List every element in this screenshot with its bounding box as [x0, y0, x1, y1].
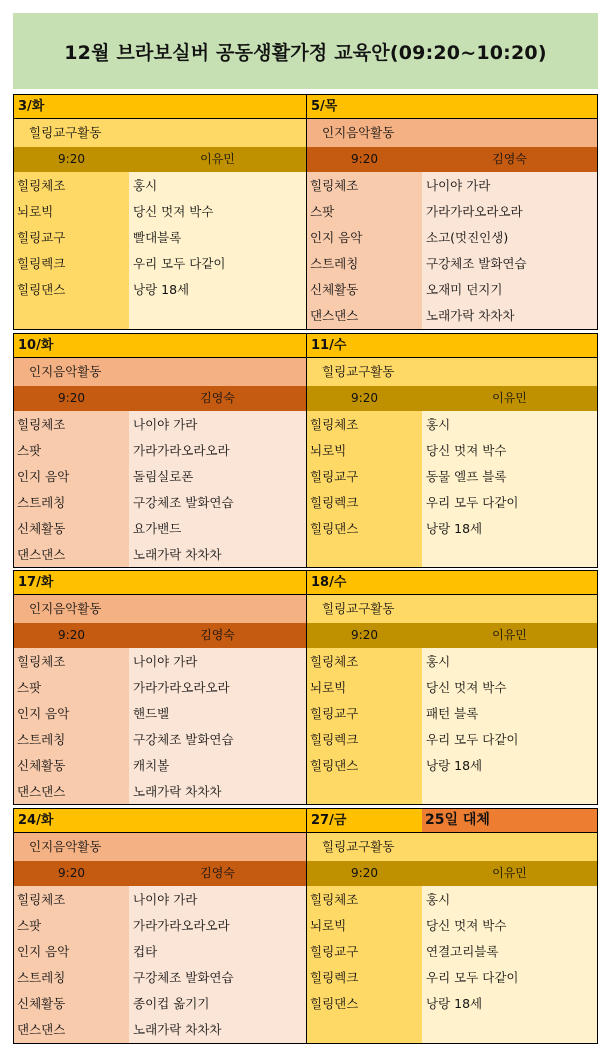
- day-card-10: [14, 334, 306, 567]
- program-content: 소고(멋진인생): [426, 230, 509, 245]
- teacher-name: 이유민: [200, 152, 235, 166]
- program-row: [307, 965, 597, 991]
- program-category: 힐링댄스: [310, 996, 359, 1011]
- program-content: 동물 엘프 블록: [426, 469, 507, 484]
- program-category: 힐링댄스: [310, 521, 359, 536]
- program-content: 가라가라오라오라: [133, 918, 230, 933]
- program-row: [307, 727, 597, 753]
- program-content: 우리 모두 다같이: [426, 732, 519, 747]
- program-content: 돌림실로폰: [133, 469, 194, 484]
- program-content: 나이야 가라: [133, 654, 198, 669]
- program-content: 당신 멋져 박수: [426, 680, 507, 695]
- teacher-name: 김영숙: [200, 866, 235, 880]
- program-category: 힐링렉크: [310, 732, 359, 747]
- start-time: 9:20: [351, 628, 378, 642]
- program-row: [14, 991, 306, 1017]
- program-content: 홍시: [426, 892, 451, 907]
- time-teacher-row: [14, 623, 306, 648]
- program-category: 뇌로빅: [17, 204, 54, 219]
- program-row: [14, 412, 306, 438]
- program-row: [307, 412, 597, 438]
- program-row: [307, 675, 597, 701]
- page-title: 12월 브라보실버 공동생활가정 교육안(09:20~10:20): [13, 13, 598, 89]
- day-date: 18/수: [307, 571, 597, 595]
- program-content: 낭랑 18세: [426, 521, 483, 536]
- program-row: [14, 913, 306, 939]
- program-category: 힐링체조: [310, 178, 359, 193]
- program-row: [307, 303, 597, 329]
- program-content: 우리 모두 다같이: [133, 256, 226, 271]
- program-category: 힐링체조: [310, 654, 359, 669]
- week-block-3: [13, 570, 598, 805]
- activity-type: 인지음악활동: [14, 833, 306, 861]
- program-content: 요가밴드: [133, 521, 182, 536]
- program-row: [14, 438, 306, 464]
- program-category: 힐링렉크: [17, 256, 66, 271]
- program-content: 낭랑 18세: [133, 282, 190, 297]
- program-row: [14, 516, 306, 542]
- program-row: [307, 887, 597, 913]
- program-category: 힐링체조: [310, 892, 359, 907]
- program-list: [14, 648, 306, 804]
- teacher-name: 이유민: [492, 391, 527, 405]
- start-time: 9:20: [351, 391, 378, 405]
- program-category: 힐링렉크: [310, 495, 359, 510]
- program-content: 종이컵 옮기기: [133, 996, 210, 1011]
- program-category: 스트레칭: [17, 970, 66, 985]
- program-content: 홍시: [426, 654, 451, 669]
- program-row: [14, 939, 306, 965]
- activity-type: 인지음악활동: [14, 595, 306, 623]
- program-row: [307, 251, 597, 277]
- time-teacher-row: [14, 147, 306, 172]
- day-date: 3/화: [14, 95, 306, 119]
- program-category: 힐링교구: [310, 944, 359, 959]
- program-content: 빨대블록: [133, 230, 182, 245]
- day-date: 27/금: [307, 809, 597, 833]
- program-category: 뇌로빅: [310, 680, 347, 695]
- program-category: 스트레칭: [310, 256, 359, 271]
- day-card-18: [306, 571, 597, 804]
- program-content: 연결고리블록: [426, 944, 499, 959]
- time-teacher-row: [307, 861, 597, 886]
- program-list: [307, 172, 597, 329]
- time-teacher-row: [307, 147, 597, 172]
- start-time: 9:20: [58, 866, 85, 880]
- program-content: 당신 멋져 박수: [426, 918, 507, 933]
- program-category: 힐링렉크: [310, 970, 359, 985]
- program-row: [14, 490, 306, 516]
- program-category: 힐링체조: [17, 654, 66, 669]
- program-category: 힐링댄스: [17, 282, 66, 297]
- program-content: 낭랑 18세: [426, 758, 483, 773]
- program-row: [14, 675, 306, 701]
- program-row: [14, 727, 306, 753]
- program-category: 인지 음악: [310, 230, 363, 245]
- day-card-5: [306, 95, 597, 329]
- program-category: 스팟: [17, 918, 42, 933]
- program-content: 오재미 던지기: [426, 282, 503, 297]
- program-category: 스트레칭: [17, 732, 66, 747]
- program-row: [14, 542, 306, 568]
- program-category: 스팟: [17, 680, 42, 695]
- program-category: 인지 음악: [17, 706, 70, 721]
- program-content: 노래가락 차차차: [133, 784, 222, 799]
- day-card-27: [306, 809, 597, 1043]
- program-row: [14, 649, 306, 675]
- program-content: 우리 모두 다같이: [426, 495, 519, 510]
- program-row: [14, 887, 306, 913]
- program-content: 우리 모두 다같이: [426, 970, 519, 985]
- program-category: 스트레칭: [17, 495, 66, 510]
- program-content: 홍시: [426, 417, 451, 432]
- program-content: 구강체조 발화연습: [426, 256, 527, 271]
- activity-type: 힐링교구활동: [307, 833, 597, 861]
- program-content: 당신 멋져 박수: [133, 204, 214, 219]
- program-content: 나이야 가라: [133, 892, 198, 907]
- program-content: 노래가락 차차차: [133, 1022, 222, 1037]
- week-block-2: [13, 333, 598, 568]
- day-date: 24/화: [14, 809, 306, 833]
- time-teacher-row: [14, 861, 306, 886]
- program-category: 힐링교구: [310, 706, 359, 721]
- day-date: 11/수: [307, 334, 597, 358]
- program-content: 가라가라오라오라: [426, 204, 523, 219]
- program-row: [14, 277, 306, 303]
- program-row: [307, 438, 597, 464]
- program-row: [14, 779, 306, 805]
- day-card-24: [14, 809, 306, 1043]
- activity-type: 힐링교구활동: [14, 119, 306, 147]
- teacher-name: 이유민: [492, 866, 527, 880]
- program-category: 댄스댄스: [17, 1022, 66, 1037]
- program-category: 뇌로빅: [310, 918, 347, 933]
- teacher-name: 김영숙: [200, 628, 235, 642]
- program-list: [307, 648, 597, 804]
- program-content: 구강체조 발화연습: [133, 732, 234, 747]
- program-row: [14, 965, 306, 991]
- activity-type: 인지음악활동: [14, 358, 306, 386]
- program-category: 힐링체조: [17, 178, 66, 193]
- program-content: 핸드벨: [133, 706, 170, 721]
- week-block-1: [13, 94, 598, 330]
- program-content: 노래가락 차차차: [133, 547, 222, 562]
- day-date: 17/화: [14, 571, 306, 595]
- program-content: 캐치볼: [133, 758, 170, 773]
- program-category: 댄스댄스: [17, 784, 66, 799]
- program-category: 신체활동: [310, 282, 359, 297]
- day-date: 5/목: [307, 95, 597, 119]
- program-row: [14, 753, 306, 779]
- program-category: 신체활동: [17, 758, 66, 773]
- time-teacher-row: [14, 386, 306, 411]
- program-category: 힐링교구: [17, 230, 66, 245]
- program-content: 가라가라오라오라: [133, 680, 230, 695]
- program-content: 홍시: [133, 178, 158, 193]
- program-content: 당신 멋져 박수: [426, 443, 507, 458]
- start-time: 9:20: [58, 628, 85, 642]
- program-content: 노래가락 차차차: [426, 308, 515, 323]
- program-row: [307, 753, 597, 779]
- program-content: 구강체조 발화연습: [133, 970, 234, 985]
- program-list: [14, 172, 306, 329]
- program-list: [307, 411, 597, 567]
- program-row: [307, 277, 597, 303]
- program-row: [307, 939, 597, 965]
- program-content: 패턴 블록: [426, 706, 479, 721]
- time-teacher-row: [307, 623, 597, 648]
- program-row: [14, 701, 306, 727]
- substitute-note: 25일 대체: [422, 809, 597, 832]
- program-row: [14, 251, 306, 277]
- program-row: [307, 199, 597, 225]
- program-row: [14, 1017, 306, 1043]
- program-category: 신체활동: [17, 521, 66, 536]
- day-card-17: [14, 571, 306, 804]
- program-row: [307, 701, 597, 727]
- program-content: 컵타: [133, 944, 158, 959]
- program-content: 나이야 가라: [133, 417, 198, 432]
- program-category: 인지 음악: [17, 944, 70, 959]
- activity-type: 힐링교구활동: [307, 358, 597, 386]
- program-row: [307, 991, 597, 1017]
- program-category: 힐링체조: [17, 892, 66, 907]
- program-category: 스팟: [310, 204, 335, 219]
- teacher-name: 이유민: [492, 628, 527, 642]
- program-category: 힐링교구: [310, 469, 359, 484]
- teacher-name: 김영숙: [492, 152, 527, 166]
- program-row: [307, 173, 597, 199]
- program-category: 힐링체조: [17, 417, 66, 432]
- program-category: 힐링댄스: [310, 758, 359, 773]
- program-list: [307, 886, 597, 1043]
- start-time: 9:20: [351, 152, 378, 166]
- program-category: 신체활동: [17, 996, 66, 1011]
- activity-type: 힐링교구활동: [307, 595, 597, 623]
- program-row: [307, 225, 597, 251]
- program-category: 인지 음악: [17, 469, 70, 484]
- program-content: 나이야 가라: [426, 178, 491, 193]
- program-row: [14, 464, 306, 490]
- time-teacher-row: [307, 386, 597, 411]
- teacher-name: 김영숙: [200, 391, 235, 405]
- program-row: [307, 490, 597, 516]
- program-category: 뇌로빅: [310, 443, 347, 458]
- program-row: [14, 225, 306, 251]
- start-time: 9:20: [58, 391, 85, 405]
- program-category: 댄스댄스: [310, 308, 359, 323]
- program-content: 낭랑 18세: [426, 996, 483, 1011]
- program-category: 힐링체조: [310, 417, 359, 432]
- program-row: [307, 516, 597, 542]
- start-time: 9:20: [58, 152, 85, 166]
- day-card-3: [14, 95, 306, 329]
- program-category: 스팟: [17, 443, 42, 458]
- program-content: 구강체조 발화연습: [133, 495, 234, 510]
- program-content: 가라가라오라오라: [133, 443, 230, 458]
- program-category: 댄스댄스: [17, 547, 66, 562]
- start-time: 9:20: [351, 866, 378, 880]
- program-row: [14, 173, 306, 199]
- week-block-4: [13, 808, 598, 1044]
- day-card-11: [306, 334, 597, 567]
- day-date: 10/화: [14, 334, 306, 358]
- program-row: [307, 464, 597, 490]
- program-row: [307, 913, 597, 939]
- program-list: [14, 886, 306, 1043]
- program-row: [14, 199, 306, 225]
- program-list: [14, 411, 306, 567]
- activity-type: 인지음악활동: [307, 119, 597, 147]
- program-row: [307, 649, 597, 675]
